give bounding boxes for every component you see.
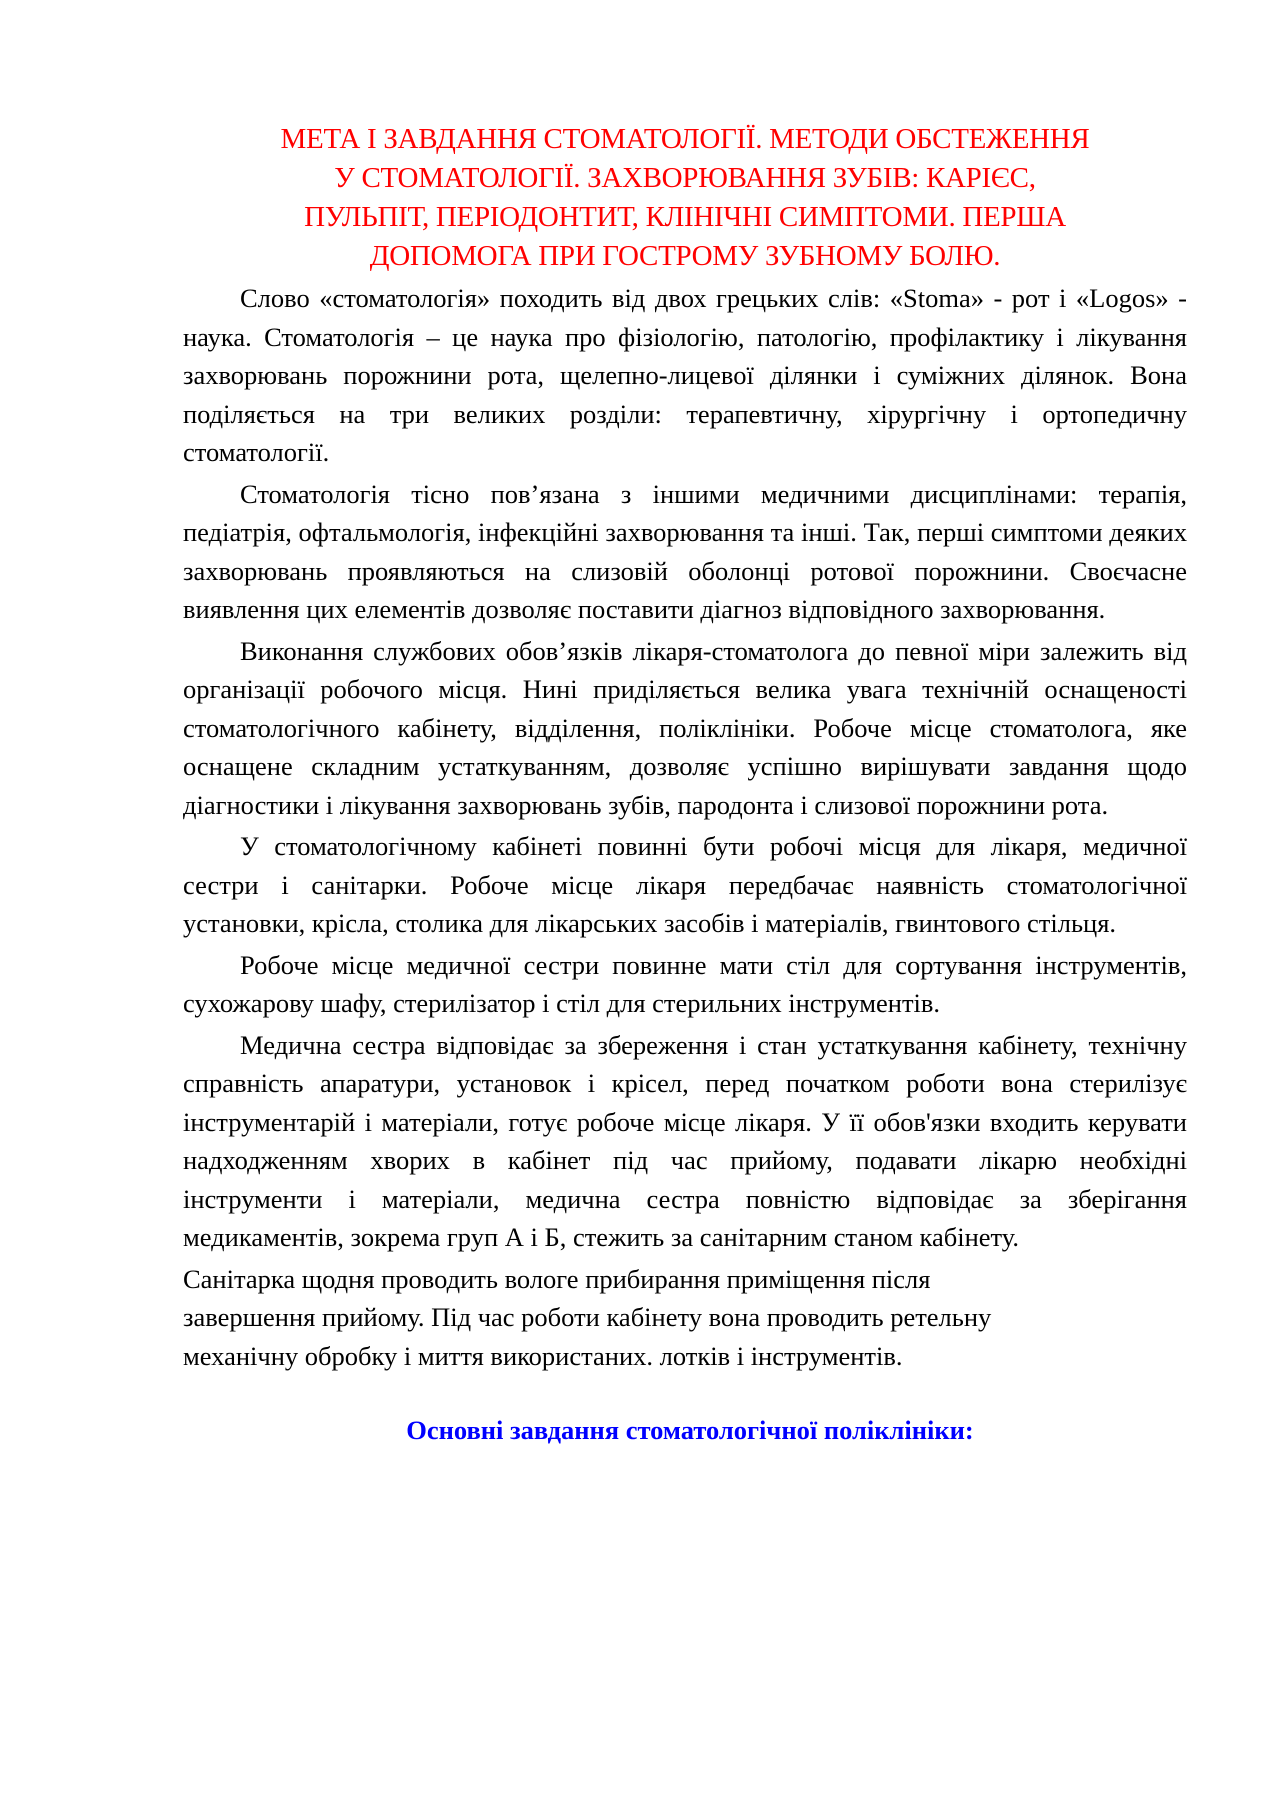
paragraph-nurse-duties: Медична сестра відповідає за збереження і стан устаткування кабінету, технічну справність апаратури, установок і крісел, перед початком роботи вона стерилізує інструментарій і матеріали, готує робоче місце лікаря. У її обов'язки входить керувати надходженням хворих в кабінет під час прийому, подавати лікарю необхідні інструменти і матеріали, медична сестра повністю відповідає за зберігання медикаментів, зокрема груп А і Б, стежить за санітарним станом кабінету. (183, 1029, 1187, 1252)
title-line: МЕТА І ЗАВДАННЯ СТОМАТОЛОГІЇ. МЕТОДИ ОБСТЕЖЕННЯ (280, 123, 1090, 155)
title-line: ПУЛЬПІТ, ПЕРІОДОНТИТ, КЛІНІЧНІ СИМПТОМИ. ПЕРША (304, 201, 1066, 233)
paragraph-workplace-organization: Виконання службових обов’язків лікаря-стоматолога до певної міри залежить від організації робочого місця. Нині приділяється велика увага технічній оснащеності стоматологічного кабінету, відділення, поліклініки. Робоче місце стоматолога, яке оснащене складним устаткуванням, дозволяє успішно вирішувати завдання щодо діагностики і лікування захворювань зубів, пародонта і слизової порожнини рота. (183, 635, 1187, 820)
title-line: ДОПОМОГА ПРИ ГОСТРОМУ ЗУБНОМУ БОЛЮ. (369, 240, 1001, 272)
paragraph-orderly-duties (183, 1260, 1187, 1376)
paragraph-dental-office: У стоматологічному кабінеті повинні бути робочі місця для лікаря, медичної сестри і санітарки. Робоче місце лікаря передбачає наявність стоматологічної установки, крісла, столика для лікарських засобів і матеріалів, гвинтового стільця. (183, 831, 1187, 938)
paragraph-related-disciplines: Стоматологія тісно пов’язана з іншими медичними дисциплінами: терапія, педіатрія, офтальмологія, інфекційні захворювання та інші. Так, перші симптоми деяких захворювань проявляються на слизовій оболонці ротової порожнини. Своєчасне виявлення цих елементів дозволяє поставити діагноз відповідного захворювання. (183, 478, 1187, 624)
document-page (183, 120, 1187, 1449)
paragraph-etymology: Слово «стоматологія» походить від двох грецьких слів: «Stoma» - рот і «Logos» - наука. Стоматологія – це наука про фізіологію, патологію, профілактику і лікування захворювань порожнини рота, щелепно-лицевої ділянки і суміжних ділянок. Вона поділяється на три великих розділи: терапевтичну, хірургічну і ортопедичну стоматології. (183, 283, 1187, 467)
paragraph-nurse-workplace: Робоче місце медичної сестри повинне мати стіл для сортування інструментів, сухожарову шафу, стерилізатор і стіл для стерильних інструментів. (183, 949, 1187, 1018)
section-subheading: Основні завдання стоматологічної поліклініки: (406, 1415, 974, 1445)
text-line: механічну обробку і миття використаних. лотків і інструментів. (183, 1340, 903, 1371)
text-line: завершення прийому. Під час роботи кабінету вона проводить ретельну (183, 1302, 992, 1332)
title-line: У СТОМАТОЛОГІЇ. ЗАХВОРЮВАННЯ ЗУБІВ: КАРІЄС, (334, 162, 1036, 194)
text-line: Санітарка щодня проводить вологе прибирання приміщення після (183, 1263, 931, 1294)
document-title (183, 120, 1187, 276)
